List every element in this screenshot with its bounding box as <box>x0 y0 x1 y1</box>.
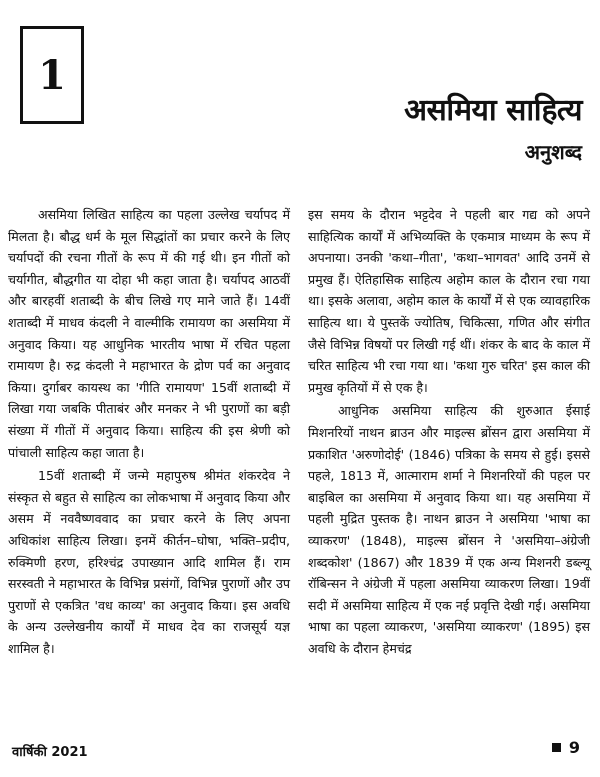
square-bullet-icon <box>552 743 561 752</box>
left-column <box>8 204 290 659</box>
footer-page <box>552 738 580 757</box>
paragraph: आधुनिक असमिया साहित्य की शुरुआत ईसाई मिशनरियों नाथन ब्राउन और माइल्स ब्रोंसन द्वारा असमिया में प्रकाशित 'अरुणोदोई' (1846) पत्रिका के समय से हुई। इससे पहले, 1813 में, आत्माराम शर्मा ने मिशनरियों की पहल पर बाइबिल का असमिया में अनुवाद किया था। यह असमिया में पहली मुद्रित पुस्तक है। नाथन ब्राउन ने असमिया 'भाषा का व्याकरण' (1848), माइल्स ब्रोंसन ने 'असमिया–अंग्रेजी शब्दकोश' (1867) और 1839 में एक अन्य मिशनरी डब्ल्यू रॉबिन्सन ने अंग्रेजी में पहला असमिया व्याकरण लिखा। 19वीं सदी में असमिया साहित्य में एक नई प्रवृत्ति देखी गई। असमिया भाषा का पहला व्याकरण, 'असमिया व्याकरण' (1895) इस अवधि के दौरान हेमचंद्र <box>308 403 590 656</box>
footer-publication: वार्षिकी 2021 <box>12 745 88 760</box>
paragraph: इस समय के दौरान भट्टदेव ने पहली बार गद्य को अपने साहित्यिक कार्यों में अभिव्यक्ति के एकमात्र माध्यम के रूप में अपनाया। उनकी 'कथा–गीता', 'कथा–भागवत' आदि उनमें से प्रमुख हैं। ऐतिहासिक साहित्य अहोम काल के दौरान रचा गया था। इसके अलावा, अहोम काल के कार्यों में से एक व्यावहारिक साहित्य था। ये पुस्तकें ज्योतिष, चिकित्सा, गणित और संगीत जैसे विभिन्न विषयों पर लिखी गई थीं। शंकर के बाद के काल में चरित साहित्य भी रचा गया था। 'कथा गुरु चरित' इस काल की प्रमुख कृतियों में से एक है। <box>308 207 590 395</box>
page-number: 9 <box>568 738 580 757</box>
page-subtitle: अनुशब्द <box>524 140 582 164</box>
chapter-number: 1 <box>38 51 66 99</box>
chapter-number-box <box>20 26 84 124</box>
paragraph: 15वीं शताब्दी में जन्मे महापुरुष श्रीमंत शंकरदेव ने संस्कृत से बहुत से साहित्य का लोकभाषा में अनुवाद किया और असम में नववैष्णववाद का प्रचार करने के लिए अपना अधिकांश साहित्य लिखा। इनमें कीर्तन–घोषा, भक्ति–प्रदीप, रुक्मिणी हरण, हरिश्चंद्र उपाख्यान आदि शामिल हैं। राम सरस्वती ने महाभारत के विभिन्न प्रसंगों, विभिन्न पुराणों और उप पुराणों से एकत्रित 'वध काव्य' का अनुवाद किया। इस अवधि के अन्य उल्लेखनीय कार्यों में माधव देव का राजसूर्य यज्ञ शामिल है। <box>8 468 290 656</box>
page-title: असमिया साहित्य <box>404 93 582 128</box>
paragraph: असमिया लिखित साहित्य का पहला उल्लेख चर्यापद में मिलता है। बौद्ध धर्म के मूल सिद्धांतों का प्रचार करने के लिए चर्यापदों की रचना गीतों के रूप में की गई थी। इन गीतों को चर्यागीत, बौद्धगीत या दोहा भी कहा जाता है। चर्यापद आठवीं और बारहवीं शताब्दी के बीच लिखे गए माने जाते हैं। 14वीं शताब्दी में माधव कंदली ने वाल्मीकि रामायण का असमिया में अनुवाद किया। यह आधुनिक भारतीय भाषा में रचित पहला रामायण है। रुद्र कंदली ने महाभारत के द्रोण पर्व का अनुवाद किया। दुर्गाबर कायस्थ का 'गीति रामायण' 15वीं शताब्दी में लिखा गया जबकि पीताबंर और मनकर ने भी पुराणों का बड़ी संख्या में गीतों में अनुवाद किया। साहित्य की इस श्रेणी को पांचाली साहित्य कहा जाता है। <box>8 207 290 460</box>
right-column <box>308 204 590 659</box>
